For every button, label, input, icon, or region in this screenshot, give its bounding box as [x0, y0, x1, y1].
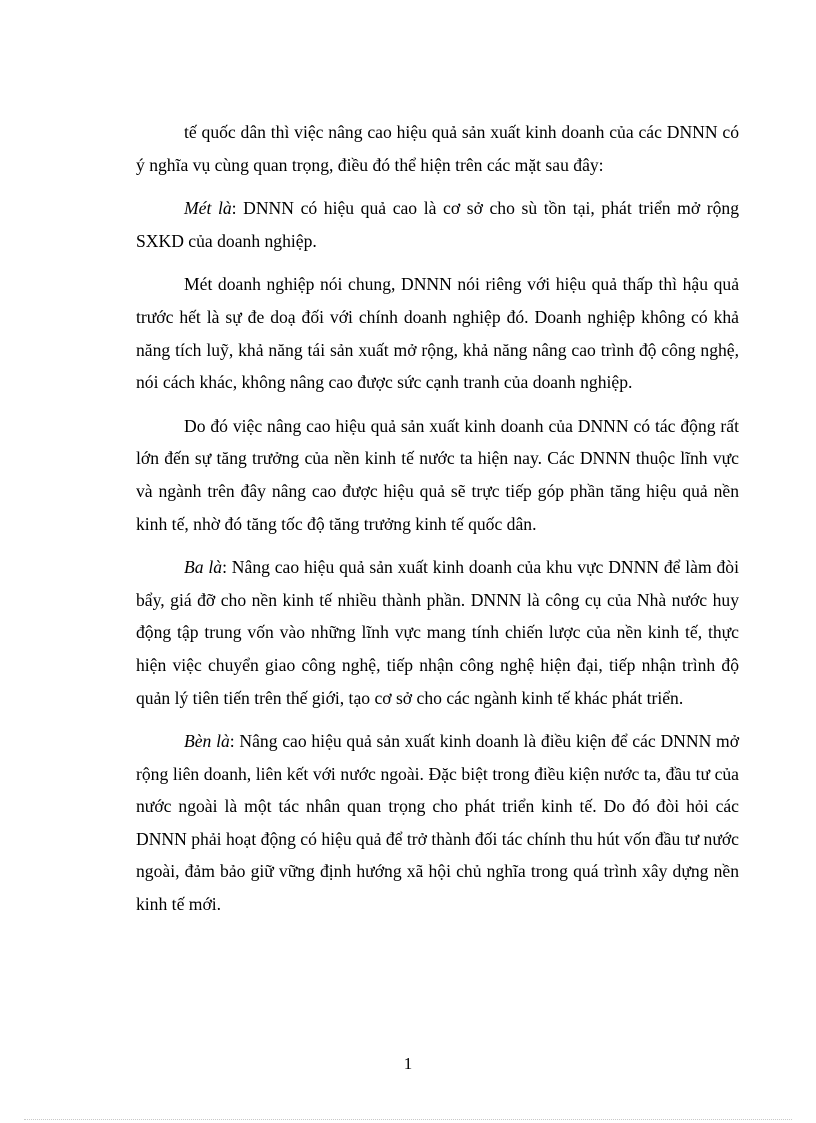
- paragraph-text: tế quốc dân thì việc nâng cao hiệu quả sản xuất kinh doanh của các DNNN có ý nghĩa vụ cùng quan trọng, điều đó thể hiện trên các mặt sau đây:: [136, 122, 739, 175]
- paragraph-6: [136, 725, 739, 921]
- paragraph-text: : DNNN có hiệu quả cao là cơ sở cho sù tồn tại, phát triển mở rộng SXKD của doanh nghiệp.: [136, 198, 740, 251]
- page-number: 1: [403, 1054, 413, 1073]
- paragraph-3: [136, 268, 739, 398]
- paragraph-2: [136, 192, 739, 257]
- body-text: [136, 116, 739, 932]
- footer-divider: [24, 1119, 792, 1120]
- paragraph-1: [136, 116, 739, 181]
- paragraph-lead: Bèn là: [184, 731, 230, 752]
- paragraph-4: [136, 410, 739, 540]
- paragraph-text: : Nâng cao hiệu quả sản xuất kinh doanh của khu vực DNNN để làm đòi bẩy, giá đỡ cho nền kinh tế nhiều thành phần. DNNN là công cụ của Nhà nước huy động tập trung vốn vào những lĩnh vực mang tính chiến lược của nền kinh tế, thực hiện việc chuyển giao công nghệ, tiếp nhận công nghệ hiện đại, tiếp nhận trình độ quản lý tiên tiến trên thế giới, tạo cơ sở cho các ngành kinh tế khác phát triển.: [136, 557, 739, 708]
- paragraph-text: Mét doanh nghiệp nói chung, DNNN nói riêng với hiệu quả thấp thì hậu quả trước hết là sự đe doạ đối với chính doanh nghiệp đó. Doanh nghiệp không có khả năng tích luỹ, khả năng tái sản xuất mở rộng, khả năng nâng cao trình độ công nghệ, nói cách khác, không nâng cao được sức cạnh tranh của doanh nghiệp.: [136, 274, 739, 393]
- paragraph-lead: Mét là: [184, 198, 232, 219]
- paragraph-text: Do đó việc nâng cao hiệu quả sản xuất kinh doanh của DNNN có tác động rất lớn đến sự tăng trưởng của nền kinh tế nước ta hiện nay. Các DNNN thuộc lĩnh vực và ngành trên đây nâng cao được hiệu quả sẽ trực tiếp góp phần tăng hiệu quả nền kinh tế, nhờ đó tăng tốc độ tăng trưởng kinh tế quốc dân.: [136, 415, 739, 534]
- paragraph-lead: Ba là: [184, 557, 223, 578]
- paragraph-5: [136, 551, 739, 714]
- paragraph-text: : Nâng cao hiệu quả sản xuất kinh doanh là điều kiện để các DNNN mở rộng liên doanh, liên kết với nước ngoài. Đặc biệt trong điều kiện nước ta, đầu tư của nước ngoài là một tác nhân quan trọng cho phát triển kinh tế. Do đó đòi hỏi các DNNN phải hoạt động có hiệu quả để trở thành đối tác chính thu hút vốn đầu tư nước ngoài, đảm bảo giữ vững định hướng xã hội chủ nghĩa trong quá trình xây dựng nền kinh tế mới.: [136, 731, 739, 915]
